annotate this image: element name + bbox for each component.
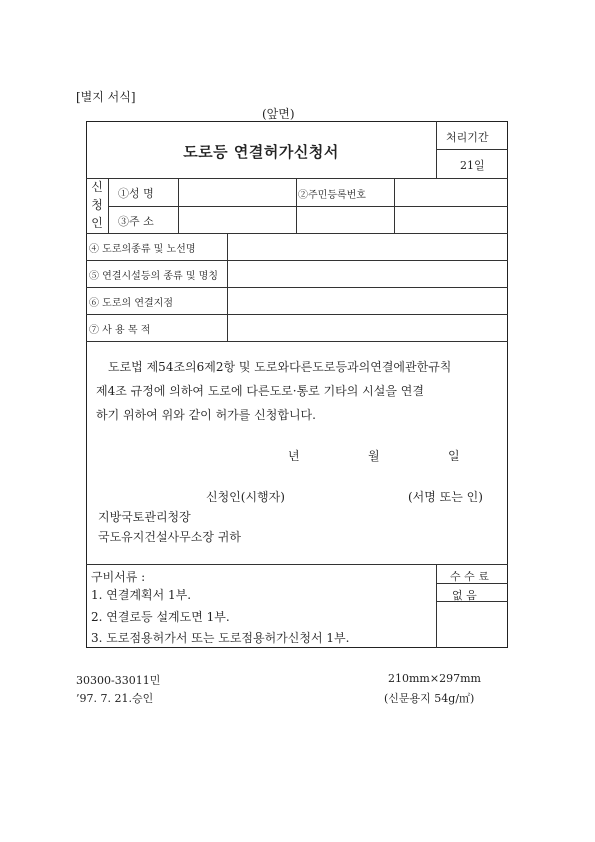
applicant-line: 신청인(시행자) [206,490,285,504]
approval-date: ’97. 7. 21.승인 [76,692,154,705]
divider [436,121,437,178]
divider [436,564,437,648]
form-number: 30300-33011민 [76,674,161,687]
facility-type-field[interactable] [228,261,507,286]
resident-number-label: ②주민등록번호 [298,190,366,201]
date-month: 월 [368,449,380,463]
road-type-field[interactable] [228,234,507,259]
road-type-label: ④ 도로의종류 및 노선명 [89,244,196,255]
applicant-group-label: 신 청 인 [91,180,103,230]
name-label: ①성 명 [118,187,154,200]
divider [86,341,508,342]
statement-line-2: 제4조 규정에 의하여 도로에 다른도로·통로 기타의 시설을 연결 [96,384,424,398]
signature-line: (서명 또는 인) [408,490,483,504]
date-year: 년 [288,449,300,463]
documents-label: 구비서류 : [91,570,146,584]
fee-label: 수 수 료 [450,570,489,583]
addressee-line-2: 국도유지건설사무소장 귀하 [98,530,241,544]
connection-point-label: ⑥ 도로의 연결지점 [89,298,173,309]
statement-line-1: 도로법 제54조의6제2항 및 도로와다른도로등과의연결에관한규칙 [108,360,452,374]
facility-type-label: ⑤ 연결시설등의 종류 및 명칭 [89,271,218,282]
processing-period-label: 처리기간 [446,131,489,144]
side-label: (앞면) [262,107,295,121]
divider [436,149,508,150]
date-day: 일 [448,449,460,463]
processing-period-value: 21일 [460,159,485,172]
address-label: ③주 소 [118,215,154,228]
attachment-label: [별지 서식] [76,90,136,104]
fee-value: 없 음 [452,589,477,602]
divider [86,564,508,565]
divider [108,178,109,233]
purpose-field[interactable] [228,315,507,340]
document-item: 1. 연결계획서 1부. [91,588,192,602]
document-item: 3. 도로점용허가서 또는 도로점용허가신청서 1부. [91,631,350,645]
paper-size: 210mm×297mm [388,672,481,685]
name-field[interactable] [179,179,295,205]
resident-number-field[interactable] [395,179,507,205]
purpose-label: ⑦ 사 용 목 적 [89,325,151,336]
address-field[interactable] [179,207,507,232]
form-title: 도로등 연결허가신청서 [183,143,339,161]
statement-line-3: 하기 위하여 위와 같이 허가를 신청합니다. [96,408,316,422]
addressee-line-1: 지방국토관리청장 [98,510,191,524]
paper-type: (신문용지 54g/㎡) [384,692,475,705]
connection-point-field[interactable] [228,288,507,313]
document-item: 2. 연결로등 설계도면 1부. [91,610,230,624]
